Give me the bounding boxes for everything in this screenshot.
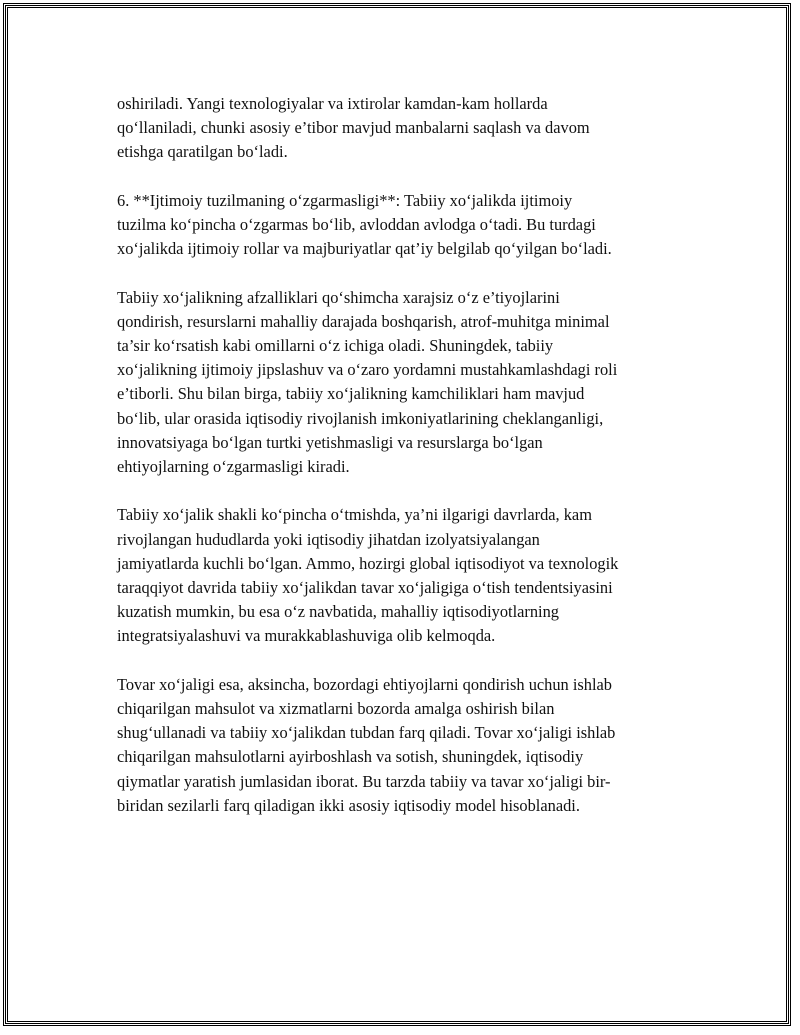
text-line: oshiriladi. Yangi texnologiyalar va ixtirolar kamdan-kam hollarda (117, 94, 548, 113)
text-line: Tovar xo‘jaligi esa, aksincha, bozordagi ehtiyojlarni qondirish uchun ishlab (117, 674, 612, 694)
text-line: bo‘lib, ular orasida iqtisodiy rivojlanish imkoniyatlarining cheklanganligi, (117, 408, 604, 428)
text-line: tuzilma ko‘pincha o‘zgarmas bo‘lib, avloddan avlodga o‘tadi. Bu turdagi (117, 215, 596, 234)
text-line: qondirish, resurslarni mahalliy darajada boshqarish, atrof-muhitga minimal (117, 311, 610, 331)
text-line: ta’sir ko‘rsatish kabi omillarni o‘z ichiga oladi. Shuningdek, tabiiy (117, 336, 554, 355)
text-line: rivojlangan hududlarda yoki iqtisodiy jihatdan izolyatsiyalangan (117, 529, 540, 549)
text-line: innovatsiyaga bo‘lgan turtki yetishmasligi va resurslarga bo‘lgan (117, 432, 543, 452)
text-line: chiqarilgan mahsulotlarni ayirboshlash va sotish, shuningdek, iqtisodiy (117, 747, 584, 767)
paragraph-3 (117, 286, 707, 480)
text-line: qo‘llaniladi, chunki asosiy e’tibor mavjud manbalarni saqlash va davom (117, 118, 590, 138)
paragraph-5 (117, 673, 707, 818)
text-line: ehtiyojlarning o‘zgarmasligi kiradi. (117, 457, 350, 477)
text-line: chiqarilgan mahsulot va xizmatlarni bozorda amalga oshirish bilan (117, 699, 555, 719)
text-line: xo‘jalikda ijtimoiy rollar va majburiyatlar qat’iy belgilab qo‘yilgan bo‘ladi. (117, 239, 612, 259)
paragraph-2 (117, 189, 707, 262)
text-line: kuzatish mumkin, bu esa o‘z navbatida, mahalliy iqtisodiyotlarning (117, 602, 560, 622)
text-line: qiymatlar yaratish jumlasidan iborat. Bu tarzda tabiiy va tavar xo‘jaligi bir- (117, 771, 611, 791)
text-line: taraqqiyot davrida tabiiy xo‘jalikdan tavar xo‘jaligiga o‘tish tendentsiyasini (117, 578, 613, 598)
text-line: biridan sezilarli farq qiladigan ikki asosiy iqtisodiy model hisoblanadi. (117, 795, 580, 815)
text-line: 6. **Ijtimoiy tuzilmaning o‘zgarmasligi**: Tabiiy xo‘jalikda ijtimoiy (117, 190, 573, 210)
text-line: Tabiiy xo‘jalikning afzalliklari qo‘shimcha xarajsiz o‘z e’tiyojlarini (117, 287, 560, 307)
text-line: etishga qaratilgan bo‘ladi. (117, 142, 288, 162)
text-line: jamiyatlarda kuchli bo‘lgan. Ammo, hozirgi global iqtisodiyot va texnologik (117, 553, 619, 573)
paragraph-1 (117, 92, 707, 165)
text-line: Tabiiy xo‘jalik shakli ko‘pincha o‘tmishda, ya’ni ilgarigi davrlarda, kam (117, 505, 592, 525)
text-line: integratsiyalashuvi va murakkablashuviga olib kelmoqda. (117, 626, 496, 646)
text-line: e’tiborli. Shu bilan birga, tabiiy xo‘jalikning kamchiliklari ham mavjud (117, 384, 585, 404)
document-body (117, 92, 707, 842)
paragraph-4 (117, 503, 707, 648)
text-line: shug‘ullanadi va tabiiy xo‘jalikdan tubdan farq qiladi. Tovar xo‘jaligi ishlab (117, 723, 616, 743)
text-line: xo‘jalikning ijtimoiy jipslashuv va o‘zaro yordamni mustahkamlashdagi roli (117, 360, 618, 380)
